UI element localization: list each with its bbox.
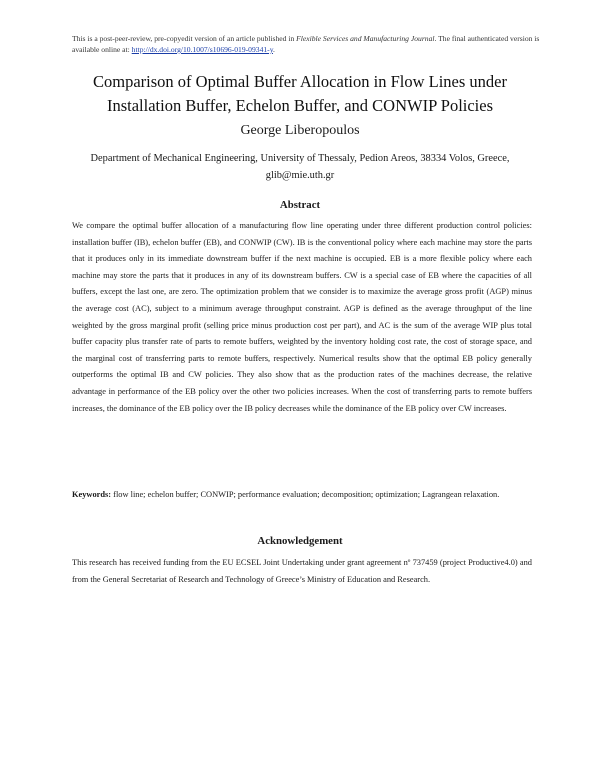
author-name: George Liberopoulos [240, 123, 360, 138]
paper-title-line-2: Installation Buffer, Echelon Buffer, and CONWIP Policies [106, 96, 494, 115]
abstract-heading: Abstract [279, 199, 321, 211]
author-affiliation [60, 150, 540, 184]
acknowledgement-heading: Acknowledgement [257, 535, 343, 547]
journal-name: Flexible Services and Manufacturing Journal [296, 34, 435, 43]
abstract-text: We compare the optimal buffer allocation of a manufacturing flow line operating under three different production control policies: installation buffer (IB), echelon buffer (EB), and CONWIP (CW). IB is the conventional policy where each machine may store the parts that it produces only in its immediate downstream buffer if the next machine is occupied. EB is a more flexible policy where each machine may store the parts that it produces in any of its downstream buffers. CW is a special case of EB where the capacities of all buffers, except the last one, are zero. The optimization problem that we consider is to maximize the average gross profit (AGP) minus the average cost (AC), subject to a minimum average throughput constraint. AGP is defined as the average throughput of the line weighted by the gross marginal profit (selling price minus production cost per part), and AC is the sum of the average WIP plus total buffer capacity plus transfer rate of parts to remote buffers, weighted by the inventory holding cost rate, the cost of storage space, and the marginal cost of transferring parts to remote buffers, respectively. Numerical results show that the optimal EB policy generally outperforms the optimal IB and CW policies. They also show that as the production rates of the machines decrease, the relative advantage in performance of the EB policy over the other two policies increases. When the cost of transferring parts to remote buffers increases, the dominance of the EB policy over the IB policy decreases while the dominance of the EB policy over CW increases. [72, 221, 532, 413]
keywords [72, 487, 532, 504]
publication-notice [72, 33, 542, 55]
doi-link[interactable]: http://dx.doi.org/10.1007/s10696-019-09341-y [131, 45, 273, 54]
notice-end: . [273, 45, 275, 54]
acknowledgement-text: This research has received funding from the EU ECSEL Joint Undertaking under grant agreement nº 737459 (project Productive4.0) and from the General Secretariat of Research and Technology of Greece’s Ministry of Education and Research. [72, 558, 532, 584]
keywords-label: Keywords: [72, 490, 112, 499]
author-email: glib@mie.uth.gr [265, 170, 335, 181]
notice-text: This is a post-peer-review, pre-copyedit version of an article published in [72, 34, 297, 43]
paper-title-line-1: Comparison of Optimal Buffer Allocation in Flow Lines under [93, 72, 507, 91]
keywords-text: flow line; echelon buffer; CONWIP; performance evaluation; decomposition; optimization; Lagrangean relaxation. [111, 490, 500, 499]
affiliation-text: Department of Mechanical Engineering, University of Thessaly, Pedion Areos, 38334 Volos, Greece, [90, 153, 510, 164]
notice-text-2: . The final authenticated version is available online at: [72, 34, 540, 54]
